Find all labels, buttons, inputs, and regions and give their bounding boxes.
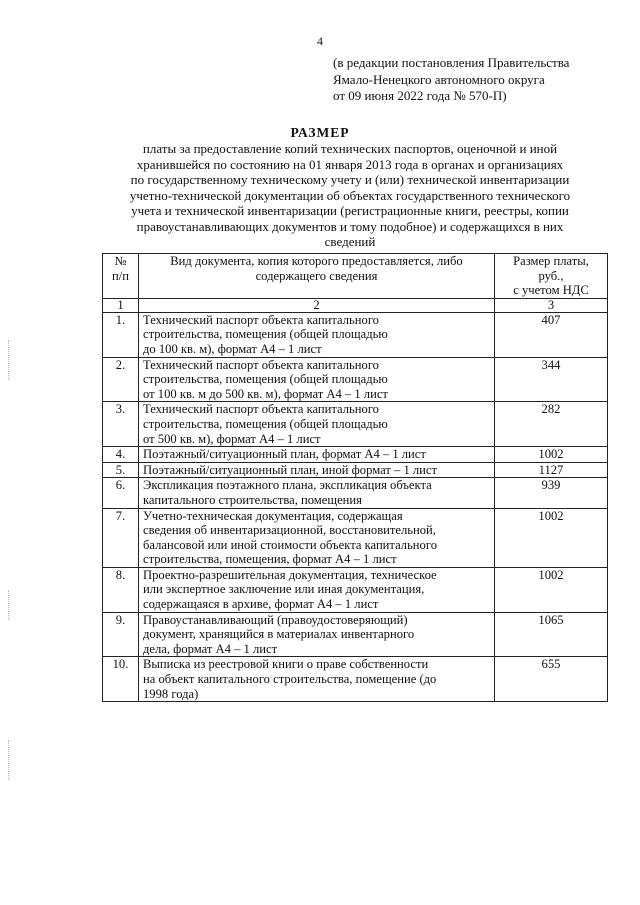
table-header-row [103, 254, 608, 299]
row-fee: 282 [495, 402, 608, 447]
subtitle-line: сведений [324, 234, 376, 249]
description-line: Поэтажный/ситуационный план, формат А4 – 1 лист [143, 447, 426, 462]
row-fee: 1002 [495, 508, 608, 567]
description-line: строительства, помещения (общей площадью [143, 416, 388, 431]
column-number: 2 [139, 298, 495, 312]
row-number: 2. [103, 357, 139, 402]
header-number: № п/п [103, 254, 139, 299]
subtitle-line: учета и технической инвентаризации (регистрационные книги, реестры, копии [131, 203, 569, 218]
description-line: строительства, помещения (общей площадью [143, 372, 388, 387]
table-body [103, 312, 608, 701]
table-row [103, 478, 608, 508]
row-fee: 1127 [495, 462, 608, 478]
column-number-row [103, 298, 608, 312]
table-row [103, 312, 608, 357]
row-number: 5. [103, 462, 139, 478]
row-fee: 407 [495, 312, 608, 357]
amendment-line: (в редакции постановления Правительства [333, 55, 570, 70]
row-number: 6. [103, 478, 139, 508]
row-description [139, 447, 495, 463]
subtitle-line: правоустанавливающих документов и тому подобное) и содержащихся в них [136, 218, 564, 234]
description-line: сведения об инвентаризационной, восстановительной, [143, 523, 436, 538]
description-line: Технический паспорт объекта капитального [143, 402, 379, 417]
amendment-note [333, 55, 633, 105]
row-description [139, 508, 495, 567]
table-row [103, 567, 608, 612]
table-row [103, 357, 608, 402]
description-line: дела, формат А4 – 1 лист [143, 641, 278, 656]
scan-margin-mark [8, 590, 10, 620]
description-line: на объект капитального строительства, помещение (до [143, 672, 437, 687]
row-number: 3. [103, 402, 139, 447]
row-description [139, 402, 495, 447]
subtitle-line: учетно-технической документации об объектах государственного технического [129, 187, 571, 203]
description-line: балансовой или иной стоимости объекта капитального [143, 537, 437, 552]
row-number: 10. [103, 657, 139, 702]
row-fee: 655 [495, 657, 608, 702]
subtitle-line: хранившейся по состоянию на 01 января 2013 года в органах и организациях [136, 156, 564, 172]
description-line: от 500 кв. м), формат А4 – 1 лист [143, 431, 321, 446]
description-line: Выписка из реестровой книги о праве собственности [143, 657, 429, 672]
amendment-line: от 09 июня 2022 года № 570-П) [333, 88, 507, 103]
description-line: Правоустанавливающий (правоудостоверяющий) [143, 612, 408, 627]
row-fee: 1065 [495, 612, 608, 657]
table-row [103, 402, 608, 447]
description-line: от 100 кв. м до 500 кв. м), формат А4 – 1 лист [143, 386, 388, 401]
row-fee: 1002 [495, 447, 608, 463]
description-line: Учетно-техническая документация, содержащая [143, 508, 403, 523]
row-description [139, 567, 495, 612]
column-number: 1 [103, 298, 139, 312]
row-fee: 939 [495, 478, 608, 508]
subtitle-line: платы за предоставление копий технических паспортов, оценочной и иной [142, 141, 558, 156]
description-line: Экспликация поэтажного плана, экспликация объекта [143, 478, 432, 493]
row-description [139, 478, 495, 508]
table-row [103, 462, 608, 478]
table-row [103, 447, 608, 463]
row-description [139, 657, 495, 702]
description-line: Технический паспорт объекта капитального [143, 357, 379, 372]
table-row [103, 612, 608, 657]
document-subtitle [90, 141, 610, 250]
scan-margin-mark [8, 740, 10, 780]
row-number: 9. [103, 612, 139, 657]
description-line: Поэтажный/ситуационный план, иной формат – 1 лист [143, 462, 438, 477]
description-line: строительства, помещения, формат А4 – 1 лист [143, 552, 397, 567]
row-description [139, 312, 495, 357]
description-line: капитального строительства, помещения [143, 492, 362, 507]
description-line: или экспертное заключение или иная документация, [143, 582, 425, 597]
row-number: 4. [103, 447, 139, 463]
row-fee: 344 [495, 357, 608, 402]
table-row [103, 508, 608, 567]
column-number: 3 [495, 298, 608, 312]
row-description [139, 357, 495, 402]
subtitle-line: по государственному техническому учету и (или) технической инвентаризации [130, 172, 570, 187]
description-line: документ, хранящийся в материалах инвентарного [143, 627, 415, 642]
description-line: Проектно-разрешительная документация, техническое [143, 567, 437, 582]
fee-table [102, 253, 608, 702]
row-number: 8. [103, 567, 139, 612]
description-line: содержащаяся в архиве, формат А4 – 1 лист [143, 597, 379, 612]
description-line: 1998 года) [143, 686, 199, 701]
scan-margin-mark [8, 340, 10, 380]
row-description [139, 462, 495, 478]
description-line: строительства, помещения (общей площадью [143, 327, 388, 342]
description-line: до 100 кв. м), формат А4 – 1 лист [143, 341, 322, 356]
document-title: РАЗМЕР [290, 125, 350, 140]
row-number: 1. [103, 312, 139, 357]
header-document-type: Вид документа, копия которого предоставляется, либо содержащего сведения [139, 254, 495, 299]
row-number: 7. [103, 508, 139, 567]
description-line: Технический паспорт объекта капитального [143, 312, 379, 327]
header-fee: Размер платы, руб., с учетом НДС [495, 254, 608, 299]
amendment-line: Ямало-Ненецкого автономного округа [333, 71, 545, 87]
row-fee: 1002 [495, 567, 608, 612]
table-row [103, 657, 608, 702]
row-description [139, 612, 495, 657]
page-number: 4 [317, 34, 323, 48]
